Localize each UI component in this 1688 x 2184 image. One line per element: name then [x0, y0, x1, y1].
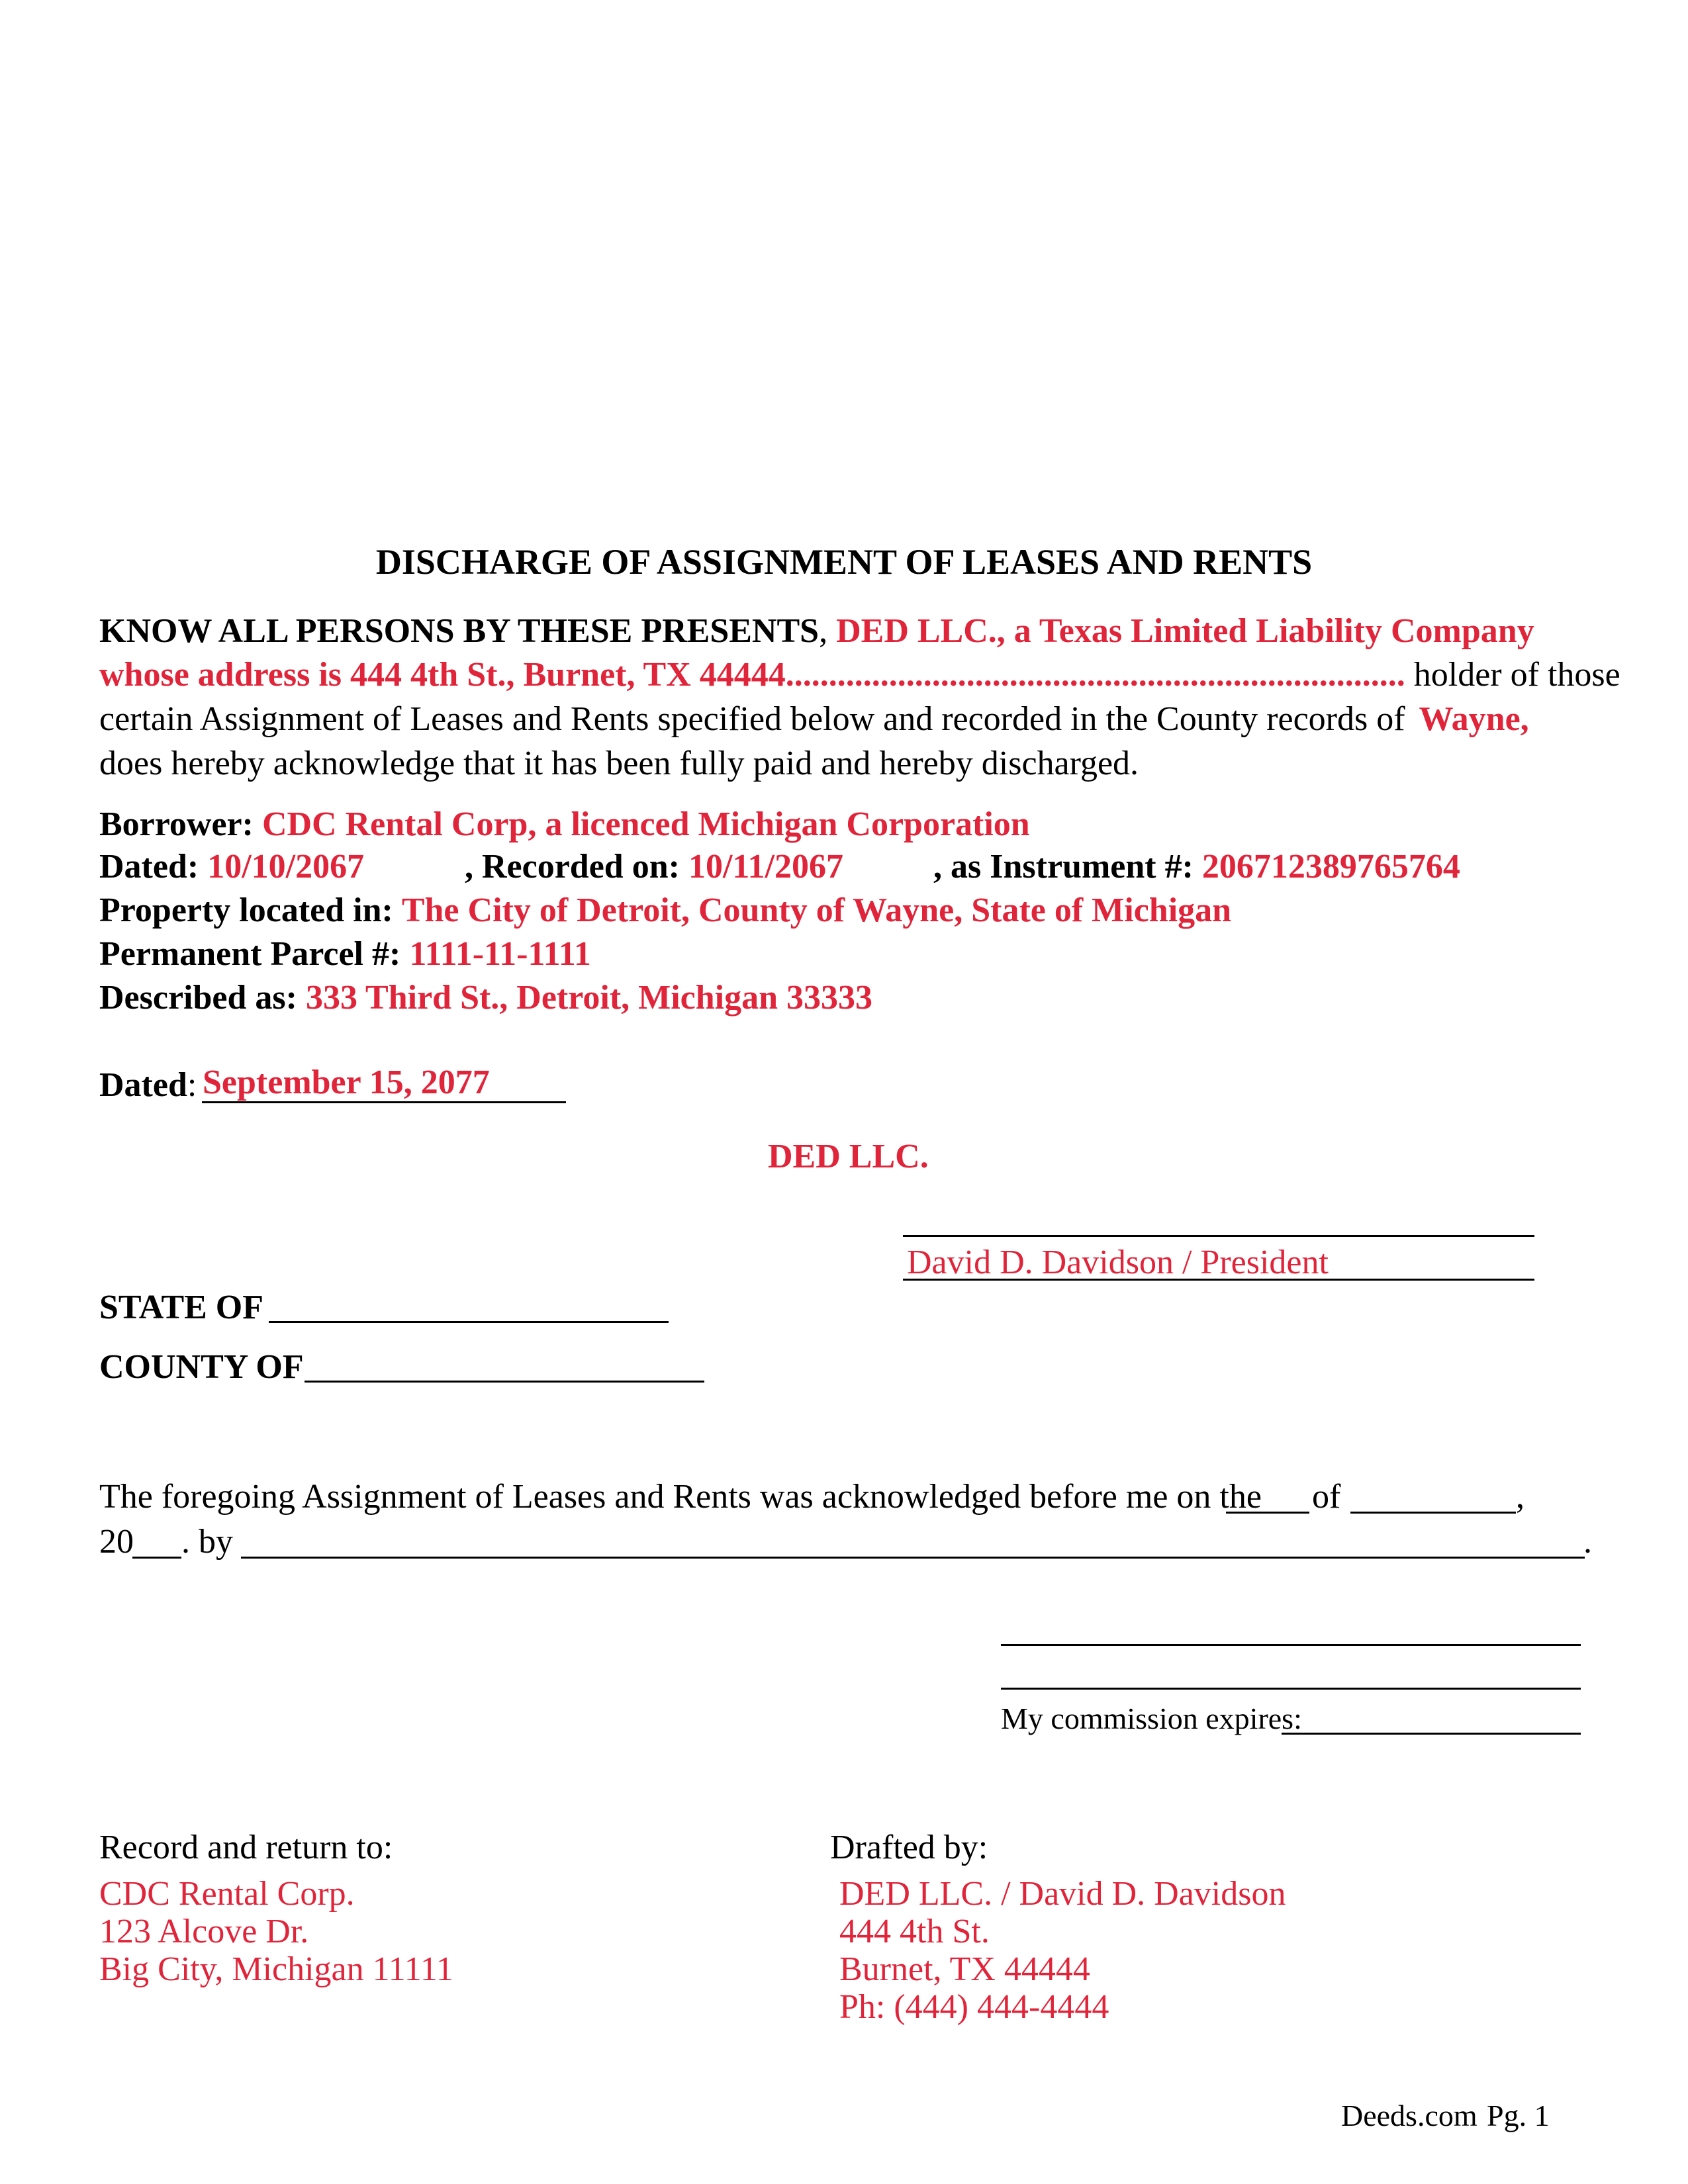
- instrument-group: [933, 847, 1460, 886]
- parcel-row: [99, 934, 591, 974]
- commission-line: [1282, 1733, 1581, 1735]
- ack-by: . by: [181, 1523, 233, 1561]
- property-label: Property located in:: [99, 891, 393, 929]
- intro-recorded-text: certain Assignment of Leases and Rents specified below and recorded in the County records of: [99, 700, 1405, 738]
- footer-brand: Deeds.com: [1341, 2099, 1477, 2132]
- borrower-label: Borrower:: [99, 805, 254, 843]
- instrument-value: 206712389765764: [1201, 848, 1460, 886]
- drafted-line-3: Burnet, TX 44444: [839, 1950, 1090, 1988]
- return-line-1: CDC Rental Corp.: [99, 1875, 355, 1913]
- notary-line-1: [1001, 1644, 1581, 1646]
- dated-label: Dated:: [99, 848, 199, 886]
- signing-company: DED LLC.: [768, 1138, 929, 1175]
- intro-comma: ,: [819, 612, 828, 650]
- described-row: [99, 978, 872, 1017]
- described-label: Described as:: [99, 979, 297, 1017]
- return-line-2: 123 Alcove Dr.: [99, 1913, 309, 1950]
- drafted-label: Drafted by:: [830, 1829, 988, 1866]
- signer-underline: [903, 1279, 1534, 1281]
- document-title: DISCHARGE OF ASSIGNMENT OF LEASES AND RENTS: [375, 542, 1313, 582]
- holder-name: DED LLC., a Texas Limited Liability Company: [836, 612, 1534, 650]
- dated-row: [99, 847, 364, 886]
- drafted-line-1: DED LLC. / David D. Davidson: [839, 1875, 1286, 1913]
- ack-comma: ,: [1516, 1478, 1524, 1516]
- state-line: [269, 1321, 669, 1323]
- return-label: Record and return to:: [99, 1829, 393, 1866]
- holder-dots: ........................................................................: [785, 656, 1405, 694]
- signing-dated-colon: :: [187, 1066, 197, 1104]
- ack-of: of: [1312, 1478, 1341, 1516]
- property-value: The City of Detroit, County of Wayne, State of Michigan: [401, 891, 1232, 929]
- page-number: Pg. 1: [1487, 2099, 1550, 2132]
- county-label: COUNTY OF: [99, 1348, 304, 1386]
- ack-month-line: [1350, 1512, 1516, 1514]
- signing-dated-label: Dated: [99, 1066, 187, 1104]
- ack-day-line: [1226, 1512, 1309, 1514]
- intro-line-4: does hereby acknowledge that it has been fully paid and hereby discharged.: [99, 745, 1139, 782]
- property-row: [99, 891, 1231, 930]
- ack-year-line: [132, 1557, 181, 1559]
- ack-year-prefix: 20: [99, 1523, 134, 1561]
- intro-line-1: [99, 612, 1534, 651]
- county-line: [305, 1381, 704, 1383]
- holder-address: whose address is 444 4th St., Burnet, TX 44444: [99, 656, 786, 694]
- drafted-line-2: 444 4th St.: [839, 1913, 990, 1950]
- instrument-label: , as Instrument #:: [933, 848, 1194, 886]
- signing-dated-row: [99, 1066, 197, 1105]
- county-name: Wayne,: [1419, 700, 1529, 738]
- ack-by-line: [241, 1557, 1585, 1559]
- holder-tail: holder of those: [1405, 656, 1620, 694]
- parcel-label: Permanent Parcel #:: [99, 935, 401, 973]
- ack-period: .: [1583, 1523, 1592, 1561]
- ack-line-1-text: The foregoing Assignment of Leases and Rents was acknowledged before me on the: [99, 1478, 1262, 1516]
- dated-value: 10/10/2067: [207, 848, 365, 886]
- signer-name: David D. Davidson / President: [907, 1244, 1329, 1281]
- state-label: STATE OF: [99, 1289, 264, 1326]
- intro-line-3: [99, 700, 1529, 739]
- recorded-group: [465, 847, 843, 886]
- described-value: 333 Third St., Detroit, Michigan 33333: [305, 979, 873, 1017]
- parcel-value: 1111-11-1111: [409, 935, 591, 973]
- notary-line-2: [1001, 1688, 1581, 1690]
- intro-line-2: [99, 655, 1620, 694]
- return-line-3: Big City, Michigan 11111: [99, 1950, 453, 1988]
- recorded-value: 10/11/2067: [688, 848, 843, 886]
- commission-label: My commission expires:: [1001, 1702, 1302, 1735]
- borrower-value: CDC Rental Corp, a licenced Michigan Corporation: [261, 805, 1030, 843]
- intro-lead: KNOW ALL PERSONS BY THESE PRESENTS: [99, 612, 820, 650]
- signature-line: [903, 1235, 1534, 1237]
- signing-dated-value: September 15, 2077: [203, 1064, 490, 1101]
- borrower-row: [99, 805, 1030, 844]
- recorded-label: , Recorded on:: [465, 848, 680, 886]
- drafted-line-4: Ph: (444) 444-4444: [839, 1988, 1109, 2026]
